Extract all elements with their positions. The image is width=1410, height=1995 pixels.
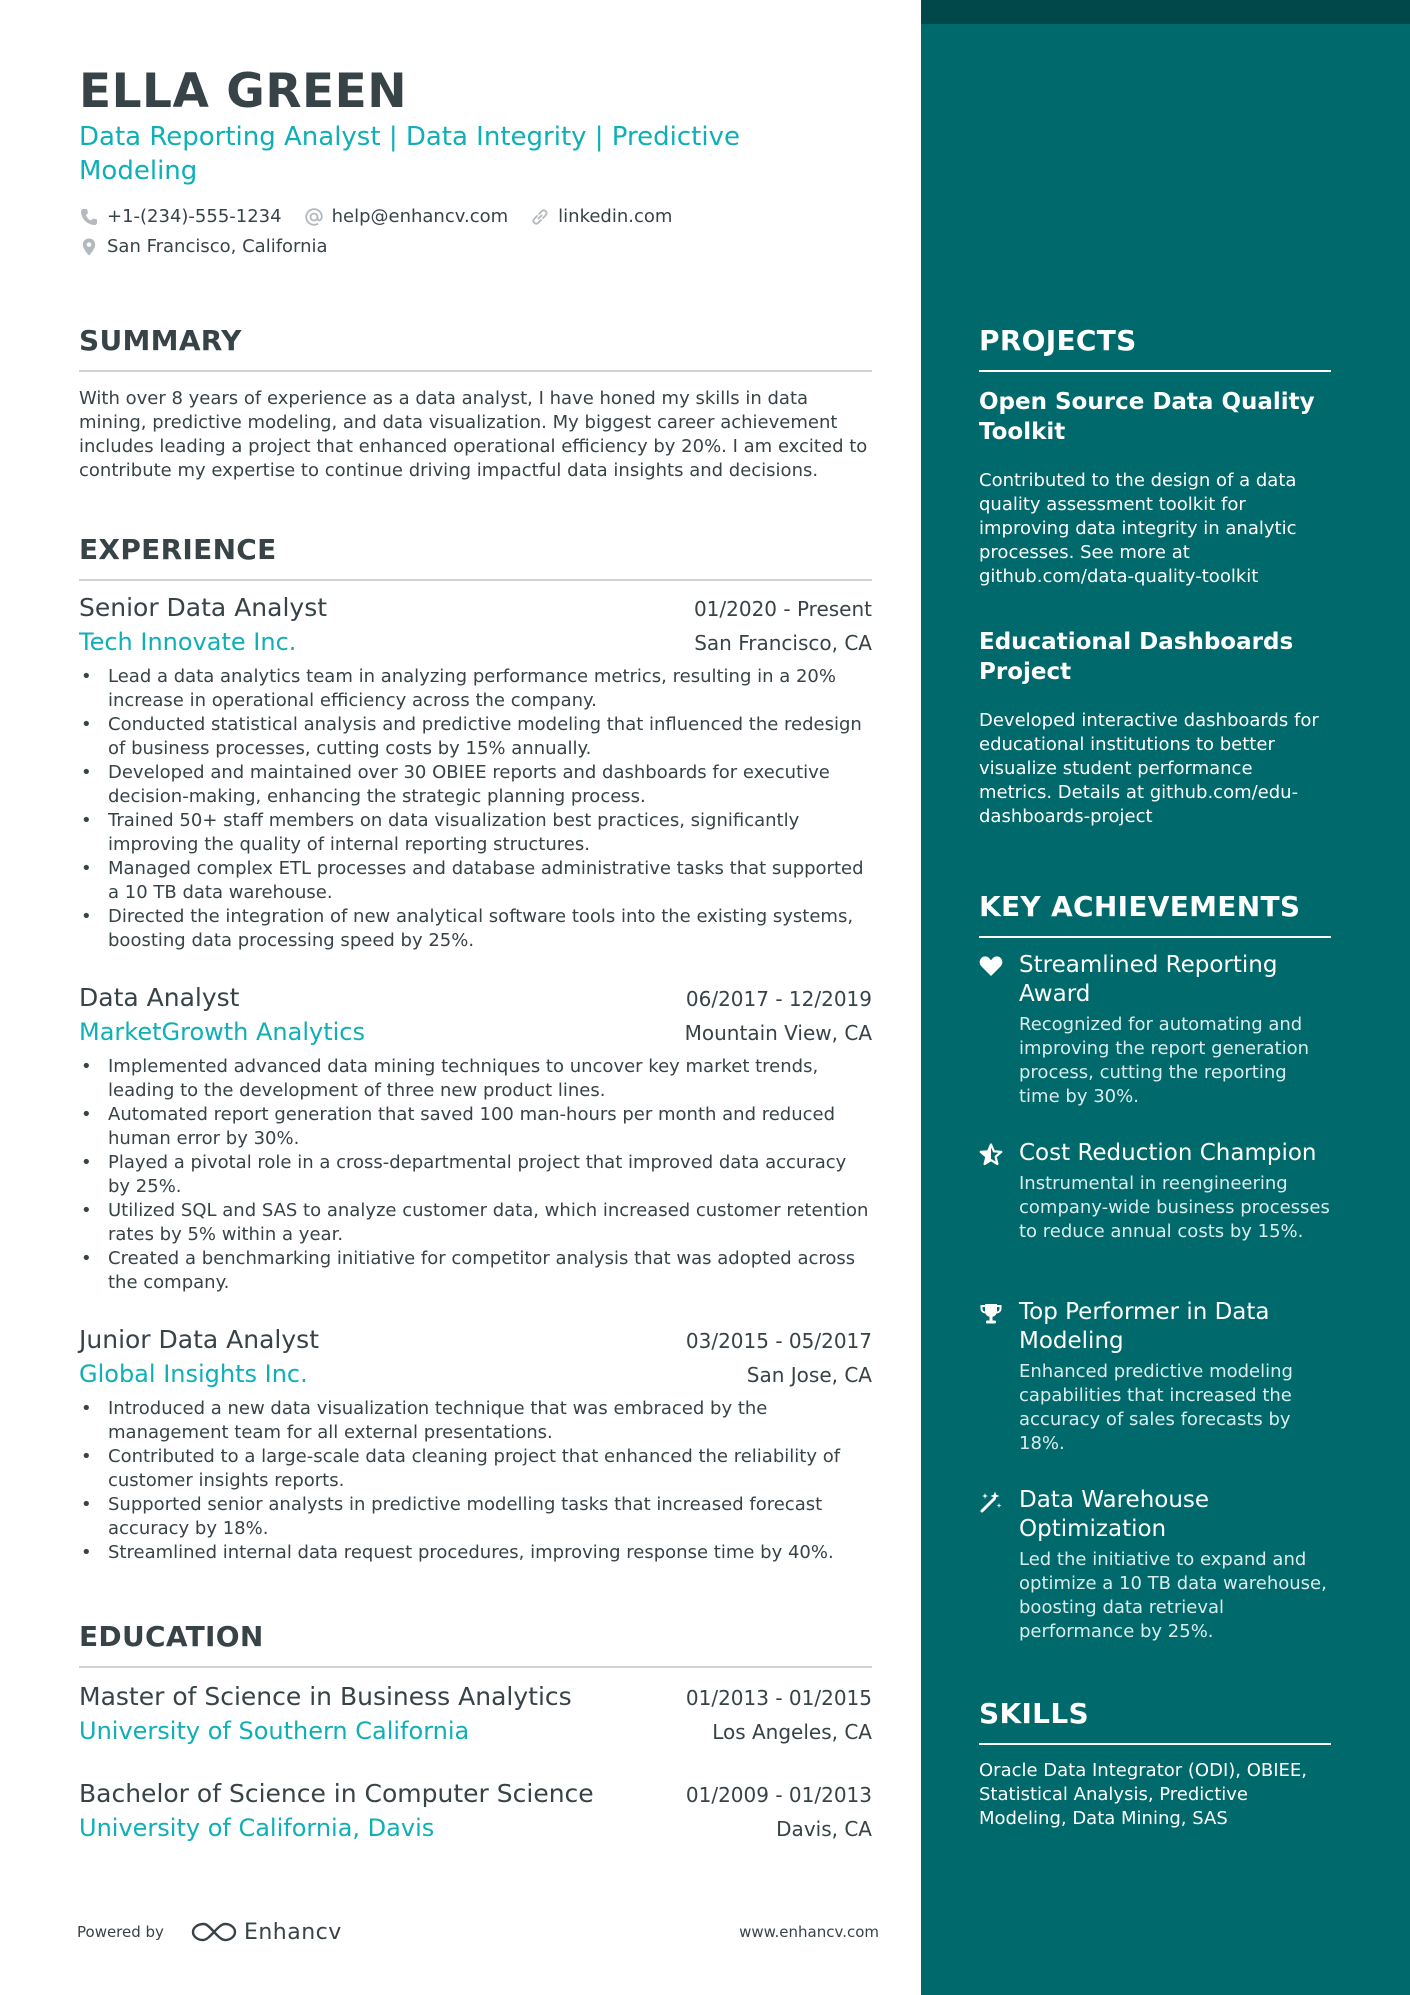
education-school: University of California, Davis bbox=[79, 1814, 435, 1842]
achievement-item bbox=[979, 1139, 1331, 1244]
job-bullets bbox=[79, 1397, 872, 1565]
achievement-description: Recognized for automating and improving the report generation process, cutting the reporting time by 30%. bbox=[1019, 1014, 1310, 1107]
achievement-icon-wrap bbox=[979, 1139, 1019, 1244]
job-bullet: • Trained 50+ staff members on data visualization best practices, significantly improving the quality of internal reporting structures. bbox=[79, 809, 872, 857]
education-school-row bbox=[79, 1714, 872, 1748]
job-location: San Jose, CA bbox=[746, 1363, 872, 1387]
achievements-divider bbox=[979, 936, 1331, 938]
contact-link bbox=[530, 206, 672, 227]
footer-branding bbox=[77, 1919, 342, 1945]
projects-title: PROJECTS bbox=[979, 324, 1137, 357]
education-degree: Bachelor of Science in Computer Science bbox=[79, 1779, 594, 1808]
job-dates: 06/2017 - 12/2019 bbox=[685, 987, 872, 1011]
summary-text: With over 8 years of experience as a data analyst, I have honed my skills in data mining, predictive modeling, and data visualization. My biggest career achievement includes leading a project that enhanced operational efficiency by 20%. I am excited to contribute my expertise to continue driving impactful data insights and decisions. bbox=[79, 388, 868, 481]
skills-divider bbox=[979, 1743, 1331, 1745]
achievement-title: Cost Reduction Champion bbox=[1019, 1140, 1317, 1166]
education-entry bbox=[79, 1680, 872, 1748]
job-title-row bbox=[79, 1323, 872, 1357]
education-dates: 01/2013 - 01/2015 bbox=[685, 1686, 872, 1710]
contact-row-1 bbox=[79, 206, 694, 227]
summary-divider bbox=[79, 370, 872, 372]
education-school-row bbox=[79, 1811, 872, 1845]
achievements-section bbox=[979, 890, 1331, 938]
project-entry bbox=[979, 627, 1331, 829]
job-company-row bbox=[79, 1015, 872, 1049]
phone-text[interactable]: +1-(234)-555-1234 bbox=[107, 206, 282, 227]
job-bullet: • Utilized SQL and SAS to analyze customer data, which increased customer retention rates by 5% within a year. bbox=[79, 1199, 872, 1247]
footer-website[interactable]: www.enhancv.com bbox=[739, 1923, 879, 1941]
job-bullet: • Introduced a new data visualization technique that was embraced by the management team for all external presentations. bbox=[79, 1397, 872, 1445]
achievement-body bbox=[1019, 951, 1331, 1109]
at-icon bbox=[304, 207, 324, 227]
sidebar-top-bar bbox=[921, 0, 1410, 24]
job-company: MarketGrowth Analytics bbox=[79, 1018, 365, 1046]
project-entry bbox=[979, 387, 1331, 589]
education-degree-row bbox=[79, 1680, 872, 1714]
job-bullet: • Contributed to a large-scale data cleaning project that enhanced the reliability of customer insights reports. bbox=[79, 1445, 872, 1493]
achievement-title: Streamlined Reporting Award bbox=[1019, 952, 1278, 1007]
education-dates: 01/2009 - 01/2013 bbox=[685, 1783, 872, 1807]
achievement-title: Top Performer in Data Modeling bbox=[1019, 1299, 1270, 1354]
skills-title: SKILLS bbox=[979, 1697, 1089, 1730]
skills-section bbox=[979, 1697, 1331, 1831]
job-bullet: • Played a pivotal role in a cross-departmental project that improved data accuracy by 25%. bbox=[79, 1151, 872, 1199]
project-description: Contributed to the design of a data quality assessment toolkit for improving data integrity in analytic processes. See more at github.com/data-quality-toolkit bbox=[979, 470, 1297, 587]
job-title-row bbox=[79, 981, 872, 1015]
education-entry bbox=[79, 1777, 872, 1845]
job-company-row bbox=[79, 625, 872, 659]
job-bullets bbox=[79, 1055, 872, 1295]
education-location: Davis, CA bbox=[776, 1817, 872, 1841]
link-icon bbox=[530, 207, 550, 227]
achievement-item bbox=[979, 1298, 1331, 1456]
achievement-title: Data Warehouse Optimization bbox=[1019, 1487, 1210, 1542]
achievement-description: Enhanced predictive modeling capabilities that increased the accuracy of sales forecasts by 18%. bbox=[1019, 1361, 1293, 1454]
experience-title: EXPERIENCE bbox=[79, 533, 277, 566]
achievement-body bbox=[1019, 1139, 1331, 1244]
job-bullet: • Developed and maintained over 30 OBIEE reports and dashboards for executive decision-making, enhancing the strategic planning process. bbox=[79, 761, 872, 809]
job-title-row bbox=[79, 591, 872, 625]
job-dates: 01/2020 - Present bbox=[693, 597, 872, 621]
project-title: Educational Dashboards Project bbox=[979, 629, 1294, 685]
job-bullet: • Created a benchmarking initiative for competitor analysis that was adopted across the company. bbox=[79, 1247, 872, 1295]
contact-row-2 bbox=[79, 236, 350, 257]
job-company: Global Insights Inc. bbox=[79, 1360, 308, 1388]
achievement-description: Instrumental in reengineering company-wide business processes to reduce annual costs by 15%. bbox=[1019, 1173, 1330, 1242]
job-entry bbox=[79, 981, 872, 1295]
job-bullet: • Implemented advanced data mining techniques to uncover key market trends, leading to the development of three new product lines. bbox=[79, 1055, 872, 1103]
education-degree-row bbox=[79, 1777, 872, 1811]
experience-divider bbox=[79, 579, 872, 581]
education-school: University of Southern California bbox=[79, 1717, 470, 1745]
job-bullet: • Conducted statistical analysis and predictive modeling that influenced the redesign of business processes, cutting costs by 15% annually. bbox=[79, 713, 872, 761]
projects-section bbox=[979, 324, 1331, 372]
location-pin-icon bbox=[79, 237, 99, 257]
star-icon bbox=[979, 1143, 1003, 1167]
trophy-icon bbox=[979, 1302, 1003, 1326]
job-bullet: • Automated report generation that saved 100 man-hours per month and reduced human error by 30%. bbox=[79, 1103, 872, 1151]
job-entry bbox=[79, 1323, 872, 1565]
contact-location bbox=[79, 236, 328, 257]
skills-text: Oracle Data Integrator (ODI), OBIEE, Statistical Analysis, Predictive Modeling, Data Mining, SAS bbox=[979, 1760, 1308, 1829]
achievement-icon-wrap bbox=[979, 951, 1019, 1109]
achievement-icon-wrap bbox=[979, 1486, 1019, 1644]
achievement-body bbox=[1019, 1298, 1331, 1456]
job-title: Data Analyst bbox=[79, 983, 240, 1012]
enhancv-brand-text: Enhancv bbox=[243, 1919, 342, 1945]
job-bullet: • Managed complex ETL processes and database administrative tasks that supported a 10 TB data warehouse. bbox=[79, 857, 872, 905]
job-bullet: • Lead a data analytics team in analyzing performance metrics, resulting in a 20% increase in operational efficiency across the company. bbox=[79, 665, 872, 713]
job-company: Tech Innovate Inc. bbox=[79, 628, 297, 656]
candidate-name: ELLA GREEN bbox=[79, 64, 408, 119]
job-dates: 03/2015 - 05/2017 bbox=[685, 1329, 872, 1353]
job-bullet: • Directed the integration of new analytical software tools into the existing systems, boosting data processing speed by 25%. bbox=[79, 905, 872, 953]
heart-icon bbox=[979, 955, 1003, 977]
education-location: Los Angeles, CA bbox=[712, 1720, 872, 1744]
enhancv-logo-icon bbox=[190, 1919, 238, 1945]
job-location: Mountain View, CA bbox=[684, 1021, 872, 1045]
job-location: San Francisco, CA bbox=[694, 631, 872, 655]
project-title: Open Source Data Quality Toolkit bbox=[979, 389, 1315, 445]
email-text[interactable]: help@enhancv.com bbox=[331, 206, 509, 227]
achievement-item bbox=[979, 951, 1331, 1109]
achievement-item bbox=[979, 1486, 1331, 1644]
projects-divider bbox=[979, 370, 1331, 372]
link-text[interactable]: linkedin.com bbox=[558, 206, 673, 227]
education-title: EDUCATION bbox=[79, 1620, 264, 1653]
job-company-row bbox=[79, 1357, 872, 1391]
achievement-description: Led the initiative to expand and optimize a 10 TB data warehouse, boosting data retrieval performance by 25%. bbox=[1019, 1549, 1327, 1642]
job-bullet: • Supported senior analysts in predictive modelling tasks that increased forecast accuracy by 18%. bbox=[79, 1493, 872, 1541]
location-text: San Francisco, California bbox=[107, 236, 328, 257]
achievement-icon-wrap bbox=[979, 1298, 1019, 1456]
education-degree: Master of Science in Business Analytics bbox=[79, 1682, 572, 1711]
contact-phone bbox=[79, 206, 282, 227]
job-title: Junior Data Analyst bbox=[79, 1325, 320, 1354]
education-divider bbox=[79, 1666, 872, 1668]
achievement-body bbox=[1019, 1486, 1331, 1644]
job-title: Senior Data Analyst bbox=[79, 593, 328, 622]
enhancv-logo[interactable] bbox=[190, 1919, 342, 1945]
contact-email bbox=[304, 206, 509, 227]
job-bullet: • Streamlined internal data request procedures, improving response time by 40%. bbox=[79, 1541, 872, 1565]
achievements-title: KEY ACHIEVEMENTS bbox=[979, 890, 1301, 923]
phone-icon bbox=[79, 207, 99, 227]
powered-by-text: Powered by bbox=[77, 1923, 164, 1941]
job-bullets bbox=[79, 665, 872, 953]
footer bbox=[77, 1915, 879, 1949]
job-entry bbox=[79, 591, 872, 953]
candidate-headline: Data Reporting Analyst | Data Integrity | Predictive Modeling bbox=[79, 122, 740, 186]
wand-icon bbox=[979, 1490, 1003, 1514]
project-description: Developed interactive dashboards for educational institutions to better visualize student performance metrics. Details at github.com/edu-dashboards-project bbox=[979, 710, 1319, 827]
summary-title: SUMMARY bbox=[79, 324, 242, 357]
